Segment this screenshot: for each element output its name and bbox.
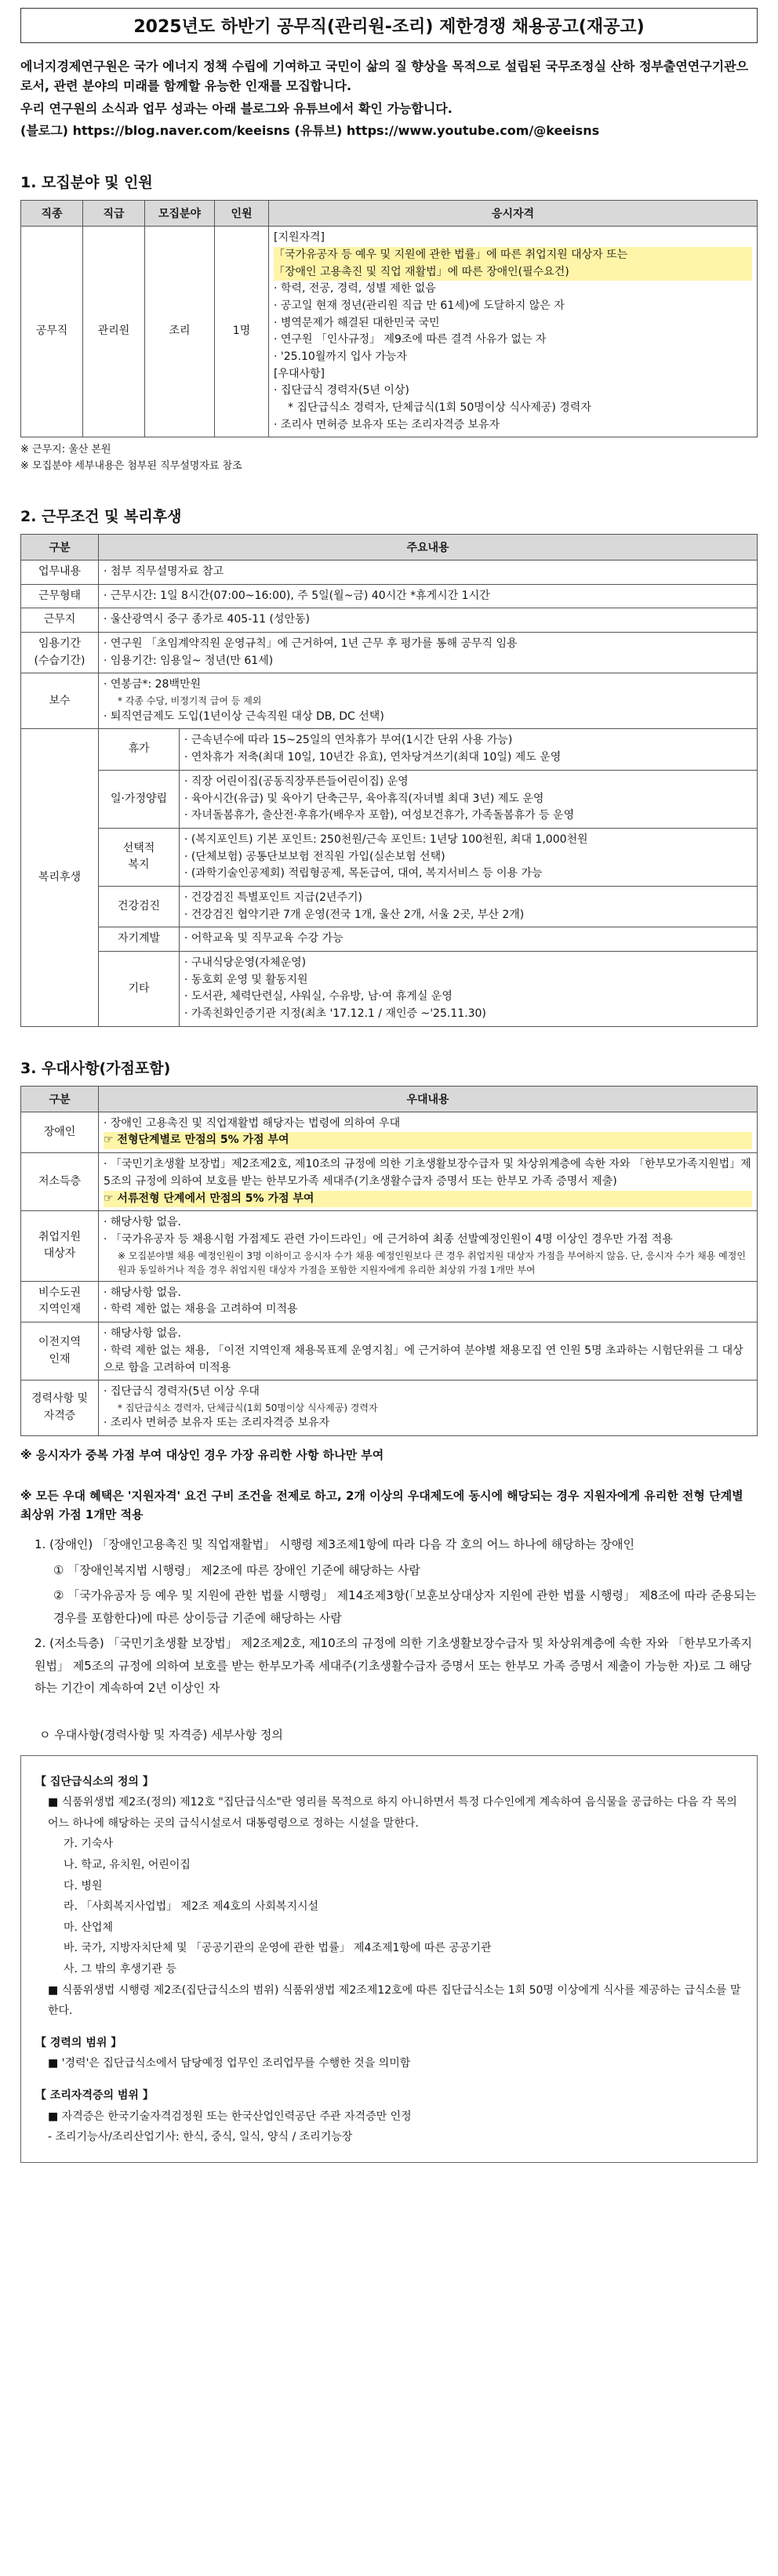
row-label: 이전지역 인재 (21, 1322, 99, 1381)
detail-list-item: 나. 학교, 유치원, 어린이집 (64, 1859, 191, 1872)
qual-line: · 연구원 「인사규정」 제9조에 따른 결격 사유가 없는 자 (274, 333, 547, 346)
duplicate-note: ※ 응시자가 중복 가점 부여 대상인 경우 가장 유리한 사항 하나만 부여 (20, 1448, 384, 1463)
content-line: · 첨부 직무설명자료 참고 (104, 565, 224, 579)
note: ※ 근무지: 울산 본원 (20, 444, 111, 456)
content-line: · 해당사항 없음. (104, 1286, 181, 1299)
sub-label: 일·가정양립 (99, 770, 180, 828)
row-content (99, 1322, 758, 1381)
cell-qualifications (269, 227, 758, 437)
detail-box (20, 1755, 758, 2163)
section-heading: 3. 우대사항(가점포함) (20, 1059, 171, 1077)
preference-paragraph: 2. (저소득층) 「국민기초생활 보장법」 제2조제2호, 제10조의 규정에 의한 기초생활보장수급자 및 차상위계층에 속한 자와 「한부모가족지원법」 제5조의 규정에 의하여 보호를 받는 한부모가족 세대주(기초생활수급자 증명서 또는 한부모 가족 증명서 제출이 가능한 자)로 그 해당하는 기간이 계속하여 2년 이상인 자 (35, 1636, 752, 1696)
content-line: · (과학기술인공제회) 적립형공제, 목돈급여, 대여, 복지서비스 등 이용 가능 (184, 867, 543, 880)
row-content (99, 1112, 758, 1152)
qual-line: [우대사항] (274, 367, 325, 380)
content-line: ☞ 전형단계별로 만점의 5% 가점 부여 (104, 1132, 752, 1149)
row-content (180, 828, 758, 886)
table-row (21, 828, 758, 886)
cell-jobtype: 공무직 (21, 227, 83, 437)
content-line: · 연구원 「초임계약직원 운영규칙」에 근거하여, 1년 근무 후 평가를 통해 공무직 임용 (104, 637, 518, 651)
detail-lead: ■ 식품위생법 제2조(정의) 제12호 "집단급식소"란 영리를 목적으로 하지 아니하면서 특정 다수인에게 계속하여 음식물을 공급하는 다음 각 목의 어느 하나에 해당하는 곳의 급식시설로서 대통령령으로 정하는 시설을 말한다. (48, 1796, 737, 1830)
detail-heading: ㅇ 우대사항(경력사항 및 자격증) 세부사항 정의 (39, 1727, 283, 1742)
content-line: · (단체보험) 공통단보보험 전직원 가입(실손보험 선택) (184, 850, 445, 863)
row-content (180, 927, 758, 952)
detail-list-item: 다. 병원 (64, 1879, 103, 1892)
sub-label: 기타 (99, 952, 180, 1027)
section1-notes (20, 442, 758, 475)
note: ※ 모집분야 세부내용은 첨부된 직무설명자료 참조 (20, 460, 242, 473)
content-line: ※ 모집분야별 채용 예정인원이 3명 이하이고 응시자 수가 채용 예정인원보다 큰 경우 취업지원 대상자 가점을 부여하지 않음. 단, 응시자 수가 채용 예정인원과 동일하거나 적을 경우 취업지원 대상자 가점을 포함한 지원자에게 유리한 최상위 가점 1개만 부여 (118, 1250, 746, 1276)
detail-list-item: 마. 산업체 (64, 1921, 113, 1934)
row-label: 보수 (21, 673, 99, 729)
table-row (21, 729, 758, 770)
row-content (99, 608, 758, 633)
content-line: · 근무시간: 1일 8시간(07:00~16:00), 주 5일(월~금) 40시간 *휴게시간 1시간 (104, 589, 490, 602)
row-content (99, 561, 758, 585)
table-header: 주요내용 (99, 535, 758, 561)
table-header: 우대내용 (99, 1086, 758, 1112)
detail-tail: ■ 식품위생법 시행령 제2조(집단급식소의 범위) 식품위생법 제2조제12호에 따른 집단급식소는 1회 50명 이상에게 식사를 제공하는 급식소를 말한다. (48, 1983, 741, 2018)
table-row (21, 952, 758, 1027)
recruit-table (20, 200, 758, 437)
cell-field: 조리 (145, 227, 215, 437)
table-header: 구분 (21, 1086, 99, 1112)
table-row (21, 227, 758, 437)
qual-line: · 공고일 현재 정년(관리원 직급 만 61세)에 도달하지 않은 자 (274, 299, 565, 312)
content-line: · 「국민기초생활 보장법」제2조제2호, 제10조의 규정에 의한 기초생활보장수급자 및 차상위계층에 속한 자와 「한부모가족지원법」제5조의 규정에 의하여 보호를 받는 한부모가족 세대주(기초생활수급자 증명서 또는 한부모 가족 증명서 제출) (104, 1158, 751, 1188)
table-header: 구분 (21, 535, 99, 561)
content-line: · 조리사 면허증 보유자 또는 조리자격증 보유자 (104, 1417, 330, 1430)
row-label: 임용기간 (수습기간) (21, 633, 99, 673)
table-header: 모집분야 (145, 201, 215, 227)
content-line: · 울산광역시 중구 종가로 405-11 (성안동) (104, 613, 311, 626)
content-line: · 학력 제한 없는 채용, 「이전 지역인재 채용목표제 운영지침」에 근거하여 분야별 채용모집 연 인원 5명 초과하는 시험단위를 그 대상으로 함을 고려하여 미적용 (104, 1344, 743, 1374)
intro-paragraph: 우리 연구원의 소식과 업무 성과는 아래 블로그와 유튜브에서 확인 가능합니다. (20, 100, 453, 116)
row-label: 업무내용 (21, 561, 99, 585)
content-line: · 가족친화인증기관 지정(최초 '17.12.1 / 재인증 ~'25.11.30) (184, 1007, 486, 1021)
table-row (21, 608, 758, 633)
content-line: · 어학교육 및 직무교육 수강 가능 (184, 932, 344, 945)
sub-label: 자기계발 (99, 927, 180, 952)
qual-line: 「장애인 고용촉진 및 직업 재활법」에 따른 장애인(필수요건) (274, 264, 752, 281)
qual-line: · 병역문제가 해결된 대한민국 국민 (274, 316, 440, 329)
detail-text: - 조리기능사/조리산업기사: 한식, 중식, 일식, 양식 / 조리기능장 (48, 2131, 353, 2144)
preference-table (20, 1086, 758, 1436)
table-row (21, 584, 758, 608)
preference-paragraph: ② 「국가유공자 등 예우 및 지원에 관한 법률 시행령」 제14조제3항(「보훈보상대상자 지원에 관한 법률 시행령」 제8조에 따라 준용되는 경우를 포함한다)에 따른 상이등급 기준에 해당하는 사람 (53, 1588, 757, 1625)
table-header: 응시자격 (269, 201, 758, 227)
table-row (21, 770, 758, 828)
table-header: 직종 (21, 201, 83, 227)
detail-list-item: 라. 「사회복지사업법」 제2조 제4호의 사회복지시설 (64, 1900, 319, 1914)
detail-section-title: 【 경력의 범위 】 (35, 2036, 122, 2049)
content-line: · (복지포인트) 기본 포인트: 250천원/근속 포인트: 1년당 100천원, 최대 1,000천원 (184, 833, 588, 846)
sub-label: 휴가 (99, 729, 180, 770)
detail-text: ■ 자격증은 한국기술자격검정원 또는 한국산업인력공단 주관 자격증만 인정 (48, 2110, 412, 2123)
row-content (99, 1281, 758, 1322)
row-content (99, 673, 758, 729)
preference-paragraph: ① 「장애인복지법 시행령」 제2조에 따른 장애인 기준에 해당하는 사람 (53, 1562, 420, 1577)
section-heading: 2. 근무조건 및 복리후생 (20, 508, 182, 526)
content-line: · 구내식당운영(자체운영) (184, 956, 307, 969)
sub-label: 선택적 복지 (99, 828, 180, 886)
table-row (21, 561, 758, 585)
content-line: · 연봉금*: 28백만원 (104, 678, 202, 691)
page-title: 2025년도 하반기 공무직(관리원-조리) 제한경쟁 채용공고(재공고) (20, 8, 758, 43)
row-content (99, 1211, 758, 1282)
detail-list-item: 사. 그 밖의 후생기관 등 (64, 1963, 176, 1976)
table-header: 직급 (83, 201, 145, 227)
table-row (21, 1112, 758, 1152)
row-label: 근무지 (21, 608, 99, 633)
row-content (99, 1153, 758, 1211)
row-label: 저소득층 (21, 1153, 99, 1211)
preference-paragraph: 1. (장애인) 「장애인고용촉진 및 직업재활법」 시행령 제3조제1항에 따라 다음 각 호의 어느 하나에 해당하는 장애인 (35, 1537, 634, 1552)
content-line: · 학력 제한 없는 채용을 고려하여 미적용 (104, 1303, 298, 1316)
intro-paragraph: 에너지경제연구원은 국가 에너지 정책 수립에 기여하고 국민이 삶의 질 향상을 목적으로 설립된 국무조정실 산하 정부출연연구기관으로서, 관련 분야의 미래를 함께할 유능한 인재를 모집합니다. (20, 59, 749, 93)
content-line: * 각종 수당, 비정기적 급여 등 제외 (118, 695, 262, 707)
qual-line: · 집단급식 경력자(5년 이상) (274, 384, 409, 397)
section-heading: 1. 모집분야 및 인원 (20, 174, 153, 192)
content-line: · 육아시간(유급) 및 육아기 단축근무, 육아휴직(자녀별 최대 3년) 제도 운영 (184, 792, 544, 805)
row-content (99, 633, 758, 673)
qual-line: 「국가유공자 등 예우 및 지원에 관한 법률」에 따른 취업지원 대상자 또는 (274, 247, 752, 264)
announcement-page (20, 0, 758, 2179)
intro-links[interactable]: (블로그) https://blog.naver.com/keeisns (유튜브) https://www.youtube.com/@keeisns (20, 123, 600, 139)
row-content (99, 584, 758, 608)
content-line: · 장애인 고용촉진 및 직업재활법 해당자는 법령에 의하여 우대 (104, 1116, 401, 1130)
table-row (21, 1381, 758, 1436)
content-line: · 건강검진 특별포인트 지급(2년주기) (184, 891, 362, 904)
row-content (180, 770, 758, 828)
row-content (180, 886, 758, 927)
content-line: * 집단급식소 경력자, 단체급식(1회 50명이상 식사제공) 경력자 (118, 1402, 378, 1413)
table-row (21, 1281, 758, 1322)
content-line: · 집단급식 경력자(5년 이상 우대 (104, 1385, 260, 1399)
sub-label: 건강검진 (99, 886, 180, 927)
qual-line: · '25.10월까지 입사 가능자 (274, 350, 407, 363)
detail-list-item: 가. 기숙사 (64, 1838, 113, 1851)
row-content (99, 1381, 758, 1436)
detail-text: ■ '경력'은 집단급식소에서 담당예정 업무인 조리업무를 수행한 것을 의미함 (48, 2057, 411, 2070)
content-line: · 연차휴가 저축(최대 10일, 10년간 유효), 연차당겨쓰기(최대 10일) 제도 운영 (184, 751, 562, 764)
content-line: · 자녀돌봄휴가, 출산전·후휴가(배우자 포함), 여성보건휴가, 가족돌봄휴가 등 운영 (184, 809, 575, 822)
table-row (21, 886, 758, 927)
content-line: · 「국가유공자 등 채용시험 가점제도 관련 가이드라인」에 근거하여 최종 선발예정인원이 4명 이상인 경우만 가점 적용 (104, 1232, 673, 1246)
row-label: 취업지원 대상자 (21, 1211, 99, 1282)
intro (20, 57, 758, 141)
table-row (21, 1211, 758, 1282)
detail-list-item: 바. 국가, 지방자치단체 및 「공공기관의 운영에 관한 법률」 제4조제1항에 따른 공공기관 (64, 1942, 492, 1955)
table-header: 인원 (215, 201, 269, 227)
all-preferences-note: ※ 모든 우대 혜택은 '지원자격' 요건 구비 조건을 전제로 하고, 2개 이상의 우대제도에 동시에 해당되는 경우 지원자에게 유리한 전형 단계별 최상위 가점 1개만 적용 (20, 1489, 743, 1522)
preference-paragraphs (20, 1533, 758, 1700)
content-line: · 해당사항 없음. (104, 1216, 181, 1229)
table-row (21, 633, 758, 673)
qual-line: [지원자격] (274, 231, 325, 245)
content-line: · 직장 어린이집(공동직장푸른들어린이집) 운영 (184, 775, 409, 788)
conditions-table (20, 534, 758, 1027)
table-row (21, 673, 758, 729)
row-content (180, 729, 758, 770)
qual-line: * 집단급식소 경력자, 단체급식(1회 50명이상 식사제공) 경력자 (288, 401, 591, 415)
content-line: · 근속년수에 따라 15~25일의 연차휴가 부여(1시간 단위 사용 가능) (184, 734, 513, 747)
row-label: 근무형태 (21, 584, 99, 608)
row-content (180, 952, 758, 1027)
cell-grade: 관리원 (83, 227, 145, 437)
detail-section-title: 【 집단급식소의 정의 】 (35, 1775, 154, 1788)
content-line: · 임용기간: 임용일~ 정년(만 61세) (104, 654, 274, 667)
row-label: 비수도권 지역인재 (21, 1281, 99, 1322)
cell-count: 1명 (215, 227, 269, 437)
detail-section-title: 【 조리자격증의 범위 】 (35, 2088, 154, 2102)
content-line: ☞ 서류전형 단계에서 만점의 5% 가점 부여 (104, 1191, 752, 1208)
row-label: 장애인 (21, 1112, 99, 1152)
table-row (21, 1322, 758, 1381)
content-line: · 도서관, 체력단련실, 샤워실, 수유방, 남·여 휴게실 운영 (184, 990, 453, 1003)
qual-line: · 학력, 전공, 경력, 성별 제한 없음 (274, 282, 436, 296)
qual-line: · 조리사 면허증 보유자 또는 조리자격증 보유자 (274, 418, 500, 431)
content-line: · 건강검진 협약기관 7개 운영(전국 1개, 울산 2개, 서울 2곳, 부산 2개) (184, 908, 525, 921)
content-line: · 퇴직연금제도 도입(1년이상 근속직원 대상 DB, DC 선택) (104, 709, 384, 723)
content-line: · 동호회 운영 및 활동지원 (184, 973, 308, 986)
row-label: 복리후생 (21, 729, 99, 1026)
row-label: 경력사항 및 자격증 (21, 1381, 99, 1436)
table-row (21, 927, 758, 952)
content-line: · 해당사항 없음. (104, 1327, 181, 1341)
table-row (21, 1153, 758, 1211)
